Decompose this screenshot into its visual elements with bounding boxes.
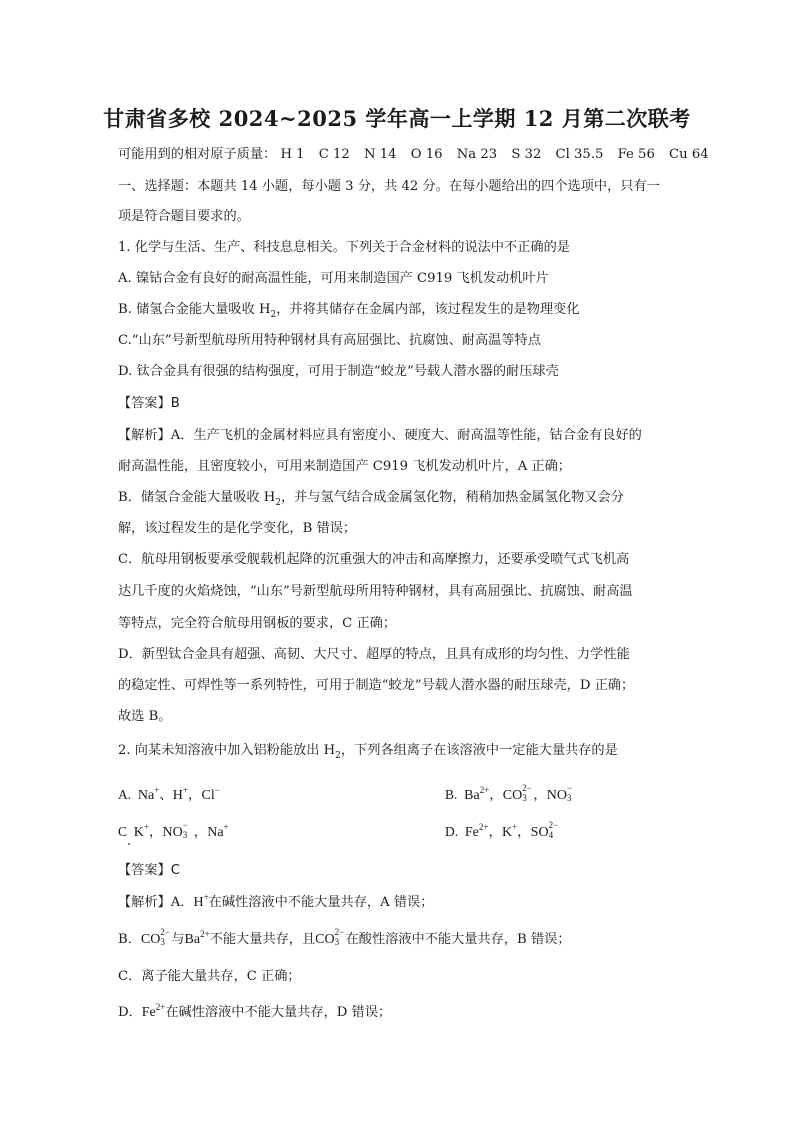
q2-exp-b-mid2: 不能大量共存，且 [209, 932, 316, 947]
q2-explanation-b [118, 927, 678, 950]
q1-explanation-b1 [118, 488, 678, 508]
q1-answer: 【答案】B [118, 396, 180, 411]
q2-option-a [118, 785, 220, 806]
q2-stem [118, 741, 678, 761]
q1-explanation-c3: 等特点，完全符合航母用钢板的要求，C 正确； [118, 616, 397, 631]
q2-exp-b-pre: B． [118, 932, 141, 947]
separator: ， [517, 824, 531, 839]
q2-exp-d-post: 在碱性溶液中不能大量共存，D 错误； [165, 1005, 392, 1020]
q1-option-d: D. 钛合金具有很强的结构强度，可用于制造“蛟龙”号载人潜水器的耐压球壳 [118, 364, 559, 379]
mass-cu: Cu 64 [669, 147, 709, 162]
q2-exp-d-pre: D． [118, 1005, 142, 1020]
q2-explanation-d [118, 1003, 678, 1023]
ion-ba: $Ba^{2+}$ [464, 785, 490, 803]
q2-option-c [118, 822, 229, 843]
q1-explanation-b2: 解，该过程发生的是化学变化，B 错误； [118, 521, 357, 536]
separator: ， [489, 787, 503, 802]
q1-explanation-c2: 达几千度的火焰烧蚀，“山东”号新型航母所用特种钢材，具有高屈强比、抗腐蚀、耐高温 [118, 584, 633, 599]
q2-stem-post: ，下列各组离子在该溶液中一定能大量共存的是 [340, 743, 618, 758]
ion-no3: NO − 3 [546, 783, 573, 803]
ion-na: Na+ [207, 822, 229, 840]
q1-option-b-pre: B. 储氢合金能大量吸收 H [118, 302, 271, 317]
q1-option-a: A. 镍钴合金有良好的耐高温性能，可用来制造国产 C919 飞机发动机叶片 [118, 271, 549, 286]
q2-explanation-a [118, 893, 678, 913]
ion-fe: $Fe^{2+}$ [464, 822, 489, 840]
ion-cl: Cl− [201, 785, 220, 803]
q2-exp-b-post: 在酸性溶液中不能大量共存，B 错误； [345, 932, 571, 947]
ion-h: H+ [193, 892, 209, 910]
q2-option-d-label: D. [445, 824, 459, 839]
q1-explanation-c1: C．航母用钢板要承受舰载机起降的沉重强大的冲击和高摩擦力，还要承受喷气式飞机高 [118, 552, 630, 567]
mass-s: S 32 [511, 147, 542, 162]
ion-k: K+ [133, 822, 149, 840]
atomic-masses-label: 可能用到的相对原子质量： [118, 147, 277, 162]
q2-answer: 【答案】C [118, 863, 180, 878]
section-heading-line1: 一、选择题：本题共 14 小题，每小题 3 分，共 42 分。在每小题给出的四个选项中，只有一 [118, 179, 660, 194]
q1-explanation-d1: D．新型钛合金具有超强、高韧、大尺寸、超厚的特点，且具有成形的均匀性、力学性能 [118, 647, 630, 662]
mass-fe: Fe 56 [617, 147, 655, 162]
q2-option-b-label: B. [445, 787, 458, 802]
mass-c: C 12 [318, 147, 350, 162]
separator: ， [533, 787, 547, 802]
q1-option-c: C.“山东”号新型航母所用特种钢材具有高屈强比、抗腐蚀、耐高温等特点 [118, 333, 541, 348]
ion-co3: CO 2− 3 [140, 927, 170, 947]
separator: ， [187, 787, 202, 802]
q1-conclusion: 故选 B。 [118, 709, 172, 724]
q2-exp-b-mid1: 与 [171, 932, 185, 947]
q1-stem: 1. 化学与生活、生产、科技息息相关。下列关于合金材料的说法中不正确的是 [118, 240, 570, 255]
q1-exp-b1-pre: B．储氢合金能大量吸收 H [118, 490, 276, 505]
mass-cl: Cl 35.5 [555, 147, 604, 162]
q2-option-c-label: C [118, 824, 128, 839]
q1-explanation-d2: 的稳定性、可焊性等一系列特性，可用于制造“蛟龙”号载人潜水器的耐压球壳，D 正确； [118, 678, 635, 693]
q2-option-d [445, 822, 560, 843]
q1-option-b [118, 300, 678, 320]
q1-option-b-post: ，并将其储存在金属内部，该过程发生的是物理变化 [276, 302, 580, 317]
separator: ， [488, 824, 502, 839]
ion-so4: SO 2− 4 [530, 820, 559, 840]
ion-fe: $Fe^{2+}$ [141, 1002, 166, 1020]
mass-h: H 1 [280, 147, 305, 162]
section-heading-line2: 项是符合题目要求的。 [118, 209, 250, 224]
separator: ， [193, 824, 208, 839]
q2-stem-sub: 2 [335, 751, 341, 761]
ion-co3: CO 2− 3 [502, 783, 532, 803]
ion-no3: NO − 3 [162, 820, 188, 840]
ion-co3: CO 2− 3 [315, 927, 345, 947]
ion-ba: $Ba^{2+}$ [184, 929, 210, 947]
q1-exp-b1-post: ，并与氢气结合成金属氢化物，稍稍加热金属氢化物又会分 [281, 490, 624, 505]
q2-explanation-c: C．离子能大量共存，C 正确； [118, 969, 301, 984]
ion-h: H+ [172, 785, 188, 803]
q1-exp-b1-sub: 2 [275, 498, 281, 508]
ion-k: K+ [501, 822, 518, 840]
mass-na: Na 23 [456, 147, 498, 162]
separator: ， [148, 824, 163, 839]
q2-stem-pre: 2. 向某未知溶液中加入铝粉能放出 H [118, 743, 336, 758]
ion-na: Na+ [137, 785, 160, 803]
q1-explanation-a1: 【解析】A．生产飞机的金属材料应具有密度小、硬度大、耐高温等性能，钴合金有良好的 [118, 428, 642, 443]
q2-exp-a-pre: 【解析】A． [118, 895, 194, 910]
mass-o: O 16 [410, 147, 443, 162]
q2-option-b [445, 785, 578, 806]
q1-option-b-sub: 2 [270, 310, 277, 320]
stray-dot-mark [128, 843, 130, 845]
q2-exp-a-post: 在碱性溶液中不能大量共存，A 错误； [208, 895, 434, 910]
separator: 、 [159, 787, 173, 802]
q1-explanation-a2: 耐高温性能，且密度较小，可用来制造国产 C919 飞机发动机叶片，A 正确； [118, 459, 571, 474]
q2-option-a-label: A. [118, 787, 132, 802]
page-title: 甘肃省多校 2024~2025 学年高一上学期 12 月第二次联考 [103, 106, 691, 131]
atomic-masses-line [118, 145, 709, 165]
mass-n: N 14 [364, 147, 397, 162]
